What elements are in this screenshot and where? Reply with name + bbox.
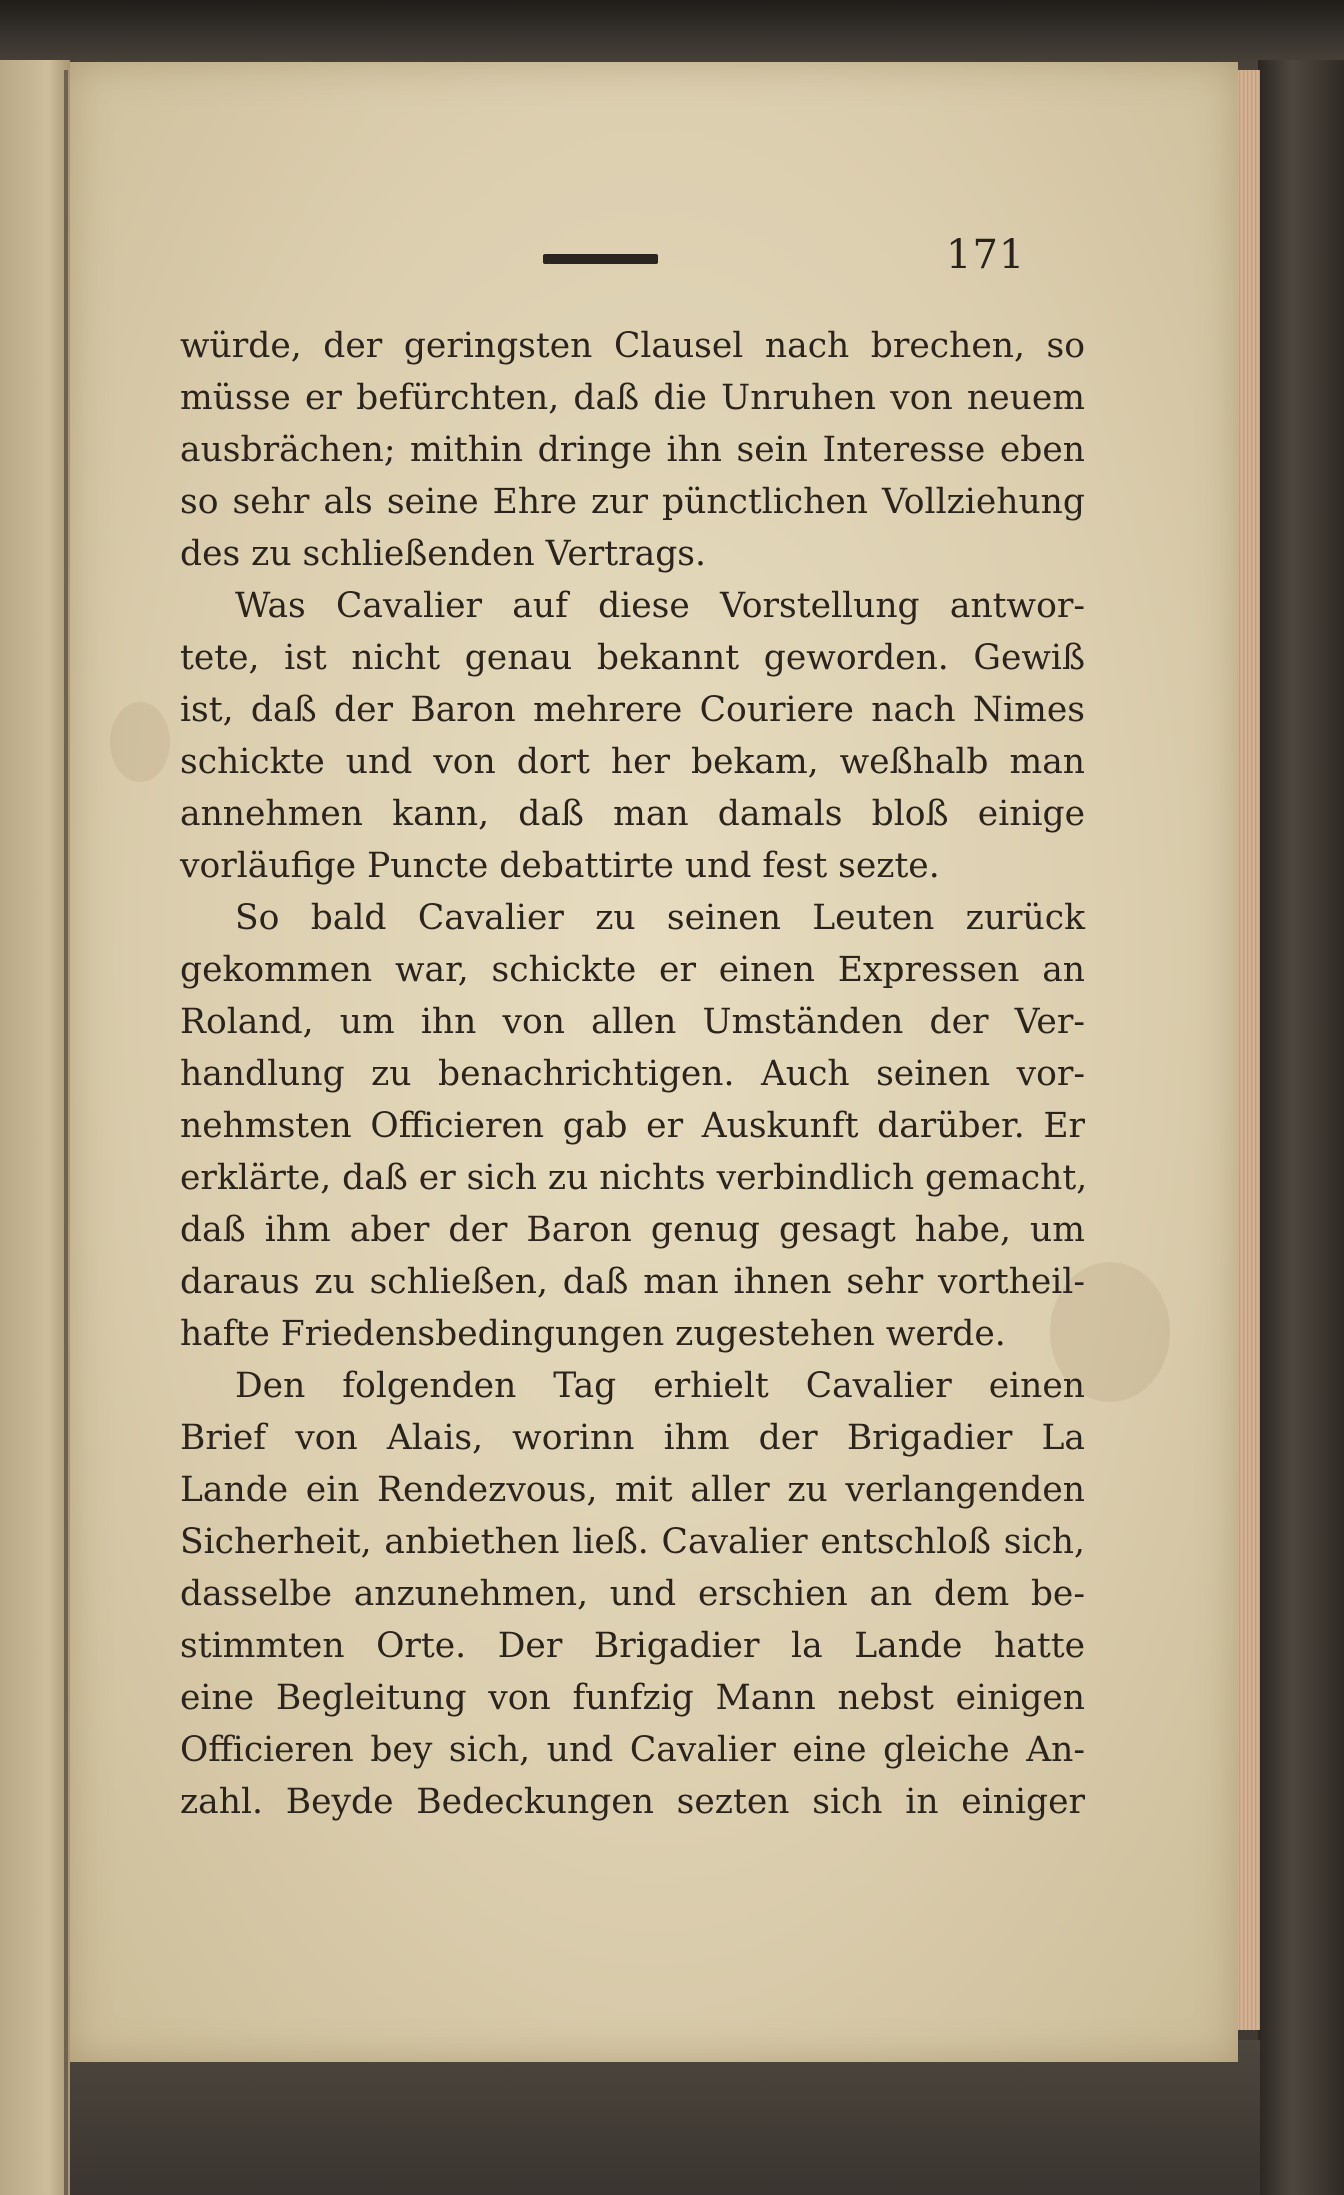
text-line: Lande ein Rendezvous, mit aller zu verlangenden [180, 1470, 1085, 1510]
text-line: tete, ist nicht genau bekannt geworden. Gewiß [180, 638, 1085, 678]
text-line: eine Begleitung von funfzig Mann nebst einigen [180, 1678, 1085, 1718]
text-line: würde, der geringsten Clausel nach brechen, so [180, 326, 1085, 366]
text-line: Roland, um ihn von allen Umständen der Ver- [180, 1002, 1085, 1042]
text-line: annehmen kann, daß man damals bloß einige [180, 794, 1085, 834]
book-page [70, 62, 1238, 2062]
text-line: Officieren bey sich, und Cavalier eine gleiche An- [180, 1730, 1085, 1770]
header-rule [543, 254, 658, 264]
text-line: so sehr als seine Ehre zur pünctlichen Vollziehung [180, 482, 1085, 522]
text-line: daß ihm aber der Baron genug gesagt habe, um [180, 1210, 1085, 1250]
text-line: erklärte, daß er sich zu nichts verbindlich gemacht, [180, 1158, 1088, 1198]
gutter-line [64, 70, 68, 2195]
text-line: ausbrächen; mithin dringe ihn sein Interesse eben [180, 430, 1085, 470]
text-line: zahl. Beyde Bedeckungen sezten sich in einiger [180, 1782, 1085, 1822]
text-line: des zu schließenden Vertrags. [180, 534, 706, 574]
text-line: daraus zu schließen, daß man ihnen sehr vortheil- [180, 1262, 1085, 1302]
text-line: gekommen war, schickte er einen Expressen an [180, 950, 1085, 990]
body-text [180, 320, 1088, 1828]
text-line: stimmten Orte. Der Brigadier la Lande hatte [180, 1626, 1085, 1666]
text-line: müsse er befürchten, daß die Unruhen von neuem [180, 378, 1085, 418]
text-line: vorläufige Puncte debattirte und fest sezte. [180, 846, 940, 886]
text-line: schickte und von dort her bekam, weßhalb man [180, 742, 1085, 782]
text-line: ist, daß der Baron mehrere Couriere nach Nimes [180, 690, 1085, 730]
page-header [70, 230, 1238, 290]
paper-stain [110, 702, 170, 782]
text-line: nehmsten Officieren gab er Auskunft darüber. Er [180, 1106, 1085, 1146]
text-line: Den folgenden Tag erhielt Cavalier einen [235, 1366, 1085, 1406]
text-line: hafte Friedensbedingungen zugestehen werde. [180, 1314, 1006, 1354]
page-number: 171 [946, 232, 1026, 278]
bottom-shadow [70, 2040, 1260, 2195]
left-page-edge [0, 60, 70, 2195]
text-line: dasselbe anzunehmen, und erschien an dem be- [180, 1574, 1085, 1614]
text-line: handlung zu benachrichtigen. Auch seinen vor- [180, 1054, 1085, 1094]
book-binding-top [0, 0, 1344, 70]
text-line: So bald Cavalier zu seinen Leuten zurück [235, 898, 1085, 938]
text-line: Sicherheit, anbiethen ließ. Cavalier entschloß sich, [180, 1522, 1085, 1562]
book-cover-edge [1258, 60, 1344, 2195]
text-line: Brief von Alais, worinn ihm der Brigadier La [180, 1418, 1085, 1458]
text-line: Was Cavalier auf diese Vorstellung antwor- [235, 586, 1085, 626]
